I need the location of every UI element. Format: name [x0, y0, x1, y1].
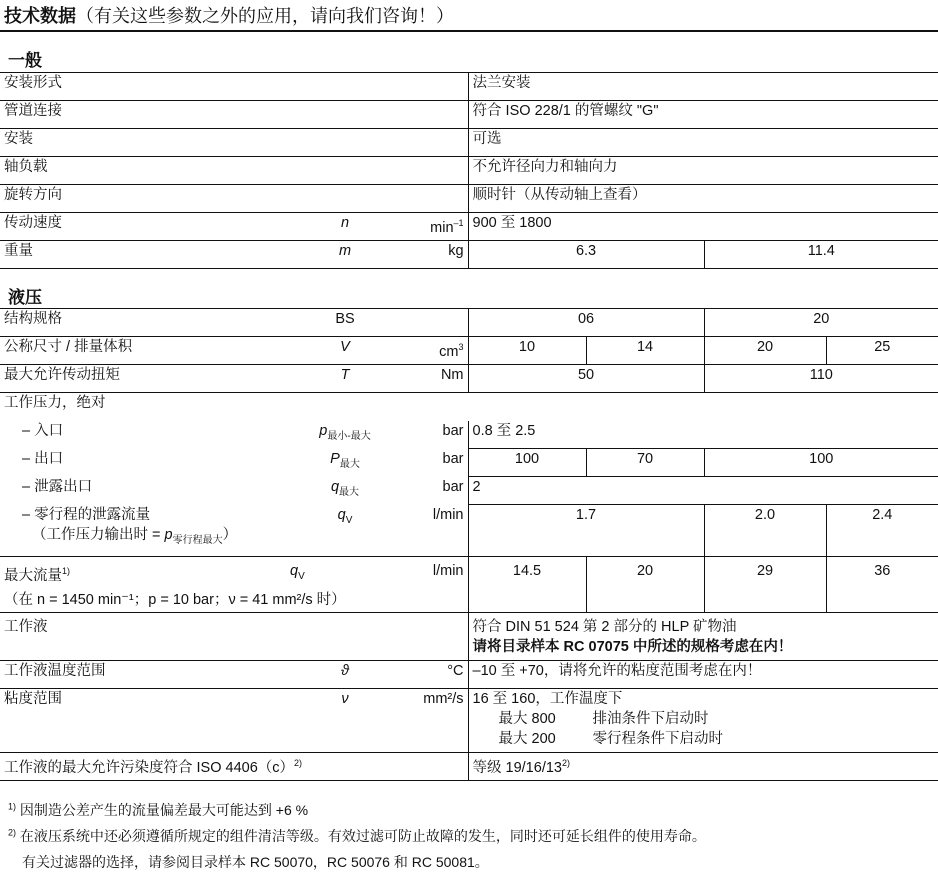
- footnote-text: 因制造公差产生的流量偏差最大可能达到 +6 %: [19, 802, 309, 818]
- row-label: – 入口: [22, 422, 64, 439]
- cell-value: 20: [586, 557, 704, 613]
- cell-value: 20: [704, 309, 938, 337]
- cell-value: 2.0: [704, 505, 826, 557]
- row-label: 安装形式: [4, 75, 62, 91]
- title-main: 技术数据: [4, 6, 76, 26]
- symbol-subscript: V: [345, 514, 353, 526]
- table-row: [0, 73, 938, 101]
- title-subtitle: （有关这些参数之外的应用，请向我们咨询！）: [76, 6, 454, 26]
- row-unit: [400, 309, 468, 337]
- symbol-subscript: V: [298, 570, 305, 582]
- row-value: [468, 689, 938, 753]
- table-row: [0, 689, 938, 753]
- unit-exponent: 3: [458, 342, 464, 352]
- value-line-1: 符合 DIN 51 524 第 2 部分的 HLP 矿物油: [472, 619, 737, 635]
- table-row: [0, 505, 938, 557]
- cell-value: 2.4: [826, 505, 938, 557]
- row-unit: Nm: [440, 367, 464, 383]
- cell-value: 11.4: [704, 241, 938, 269]
- cell-value: 100: [468, 449, 586, 477]
- row-label: 重量: [4, 243, 33, 259]
- value-line-2: [473, 709, 935, 729]
- label-line-2: [22, 525, 286, 551]
- row-symbol: n: [340, 215, 350, 231]
- symbol-text: q: [290, 563, 299, 579]
- row-symbol: T: [340, 367, 350, 383]
- cell-value: 20: [704, 337, 826, 365]
- row-unit: l/min: [432, 506, 464, 523]
- table-row: [0, 241, 938, 269]
- label-text: 最大流量: [4, 567, 62, 584]
- row-label: 管道连接: [4, 103, 62, 119]
- row-symbol: BS: [335, 311, 355, 327]
- row-unit: bar: [442, 478, 464, 495]
- row-value: 0.8 至 2.5: [468, 421, 938, 449]
- table-row: [0, 365, 938, 393]
- value-text: 最大 800: [498, 711, 556, 727]
- label-text: （工作压力输出时 =: [32, 526, 165, 543]
- footnote-text: 在液压系统中还必须遵循所规定的组件清洁等级。有效过滤可防止故障的发生，同时还可延长组件的使用寿命。: [19, 828, 706, 844]
- table-row: [0, 753, 938, 781]
- symbol-subscript: 最大: [339, 458, 360, 470]
- row-label: [0, 753, 468, 781]
- label-text: 工作液的最大允许污染度符合 ISO 4406（c）: [4, 759, 295, 776]
- cell-value: 14.5: [468, 557, 586, 613]
- footnote-ref: 1): [62, 566, 71, 576]
- row-unit: °C: [447, 663, 464, 679]
- unit-text: min: [430, 219, 454, 236]
- row-label: 工作压力，绝对: [4, 395, 106, 411]
- table-row: [0, 557, 938, 613]
- value-text: 最大 200: [498, 731, 556, 747]
- row-symbol: [290, 421, 400, 449]
- row-label: 公称尺寸 / 排量体积: [4, 339, 133, 355]
- row-symbol: [290, 477, 400, 505]
- row-value: [468, 613, 938, 661]
- cell-value: 1.7: [468, 505, 704, 557]
- value-text: 排油条件下启动时: [592, 711, 709, 727]
- label-line-2: （在 n = 1450 min⁻¹；p = 10 bar；ν = 41 mm²/s 时）: [4, 591, 346, 608]
- footnote-2-continued: 有关过滤器的选择，请参阅目录样本 RC 50070，RC 50076 和 RC 50081。: [22, 854, 489, 870]
- row-label: 最大允许传动扭矩: [4, 367, 120, 383]
- symbol-text: q: [337, 506, 346, 523]
- footnote-1: [8, 800, 308, 820]
- row-label: [0, 557, 346, 613]
- row-label: [0, 505, 290, 557]
- row-value: 符合 ISO 228/1 的管螺纹 "G": [468, 101, 938, 129]
- general-spec-table: [0, 72, 938, 269]
- row-label: – 出口: [22, 450, 64, 467]
- table-row: [0, 393, 938, 421]
- table-row: [0, 661, 938, 689]
- row-label: 结构规格: [4, 311, 62, 327]
- table-row: [0, 157, 938, 185]
- symbol-text: p: [319, 422, 328, 439]
- footnote-2: [8, 826, 706, 846]
- cell-value: 70: [586, 449, 704, 477]
- table-row: [0, 129, 938, 157]
- unit-text: cm: [439, 343, 459, 360]
- row-value: 法兰安装: [468, 73, 938, 101]
- row-value: 可选: [468, 129, 938, 157]
- cell-value: 110: [704, 365, 938, 393]
- cell-value: 14: [586, 337, 704, 365]
- row-unit: bar: [442, 422, 464, 439]
- row-value: 顺时针（从传动轴上查看）: [468, 185, 938, 213]
- symbol-subscript: 零行程最大: [172, 534, 223, 546]
- footnote-mark: 1): [8, 801, 17, 812]
- table-row: [0, 449, 938, 477]
- row-value: 2: [468, 477, 938, 505]
- row-value: 900 至 1800: [468, 213, 938, 241]
- title-divider: [0, 30, 938, 32]
- row-symbol: V: [340, 339, 350, 355]
- table-row: [0, 185, 938, 213]
- page-title: [4, 2, 454, 28]
- row-unit: l/min: [432, 563, 464, 579]
- row-label: 粘度范围: [4, 691, 62, 707]
- row-label: 传动速度: [4, 215, 62, 231]
- value-line-1: 16 至 160，工作温度下: [472, 691, 623, 707]
- table-row: [0, 213, 938, 241]
- cell-value: 6.3: [468, 241, 704, 269]
- cell-value: 25: [826, 337, 938, 365]
- label-line-1: – 零行程的泄露流量: [22, 506, 151, 523]
- table-row: [0, 309, 938, 337]
- value-line-2: 请将目录样本 RC 07075 中所述的规格考虑在内！: [472, 639, 793, 655]
- row-symbol: [290, 505, 400, 557]
- table-row: [0, 421, 938, 449]
- hydraulic-spec-table: [0, 308, 938, 781]
- symbol-subscript: 最小-最大: [327, 430, 371, 442]
- symbol-subscript: 最大: [339, 486, 360, 498]
- row-value: –10 至 +70，请将允许的粘度范围考虑在内！: [468, 661, 938, 689]
- footnote-ref: 2): [561, 758, 570, 768]
- row-value: 不允许径向力和轴向力: [468, 157, 938, 185]
- label-line-1: [4, 561, 286, 586]
- row-unit: bar: [442, 450, 464, 467]
- unit-exponent: –1: [453, 218, 464, 228]
- value-text: 等级 19/16/13: [472, 759, 562, 776]
- row-unit: [400, 213, 468, 241]
- row-symbol: ϑ: [341, 663, 349, 679]
- label-text: ）: [222, 526, 238, 543]
- section-heading-hydraulic: 液压: [8, 288, 42, 307]
- cell-value: 36: [826, 557, 938, 613]
- table-row: [0, 477, 938, 505]
- cell-value: 100: [704, 449, 938, 477]
- cell-value: 50: [468, 365, 704, 393]
- symbol-text: p: [164, 526, 173, 543]
- footnote-ref: 2): [294, 758, 303, 768]
- section-heading-general: 一般: [8, 51, 42, 70]
- row-unit: [400, 337, 468, 365]
- value-text: 零行程条件下启动时: [592, 731, 723, 747]
- row-label: 安装: [4, 131, 33, 147]
- row-label: 轴负载: [4, 159, 48, 175]
- row-label: 工作液: [4, 619, 48, 635]
- row-label: 工作液温度范围: [4, 663, 106, 679]
- table-row: [0, 101, 938, 129]
- cell-value: 06: [468, 309, 704, 337]
- value-line-3: [473, 729, 935, 749]
- table-row: [0, 613, 938, 661]
- cell-value: 29: [704, 557, 826, 613]
- symbol-text: P: [330, 450, 340, 467]
- table-row: [0, 337, 938, 365]
- row-label: – 泄露出口: [22, 478, 93, 495]
- footnote-mark: 2): [8, 827, 17, 838]
- row-unit: mm²/s: [423, 691, 464, 707]
- row-symbol: [290, 449, 400, 477]
- row-symbol: ν: [341, 691, 349, 707]
- row-label: 旋转方向: [4, 187, 62, 203]
- cell-value: 10: [468, 337, 586, 365]
- row-symbol: m: [338, 243, 352, 259]
- row-unit: kg: [448, 243, 464, 259]
- row-value: [468, 753, 938, 781]
- symbol-text: q: [330, 478, 340, 495]
